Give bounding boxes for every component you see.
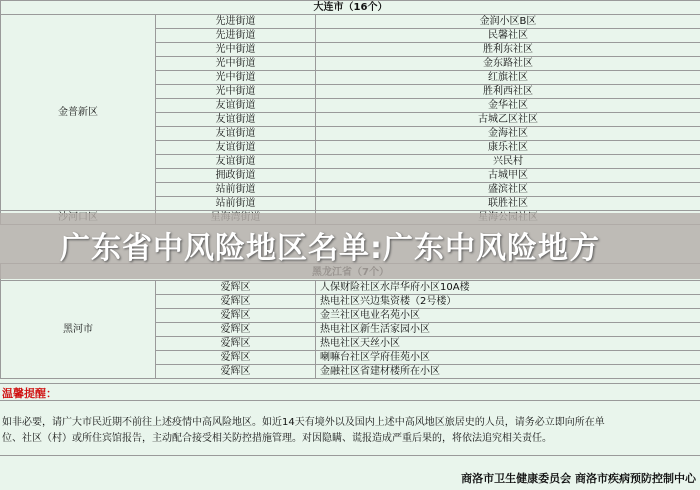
- street-cell: 站前街道: [156, 197, 316, 211]
- street-cell: 光中街道: [156, 57, 316, 71]
- street-cell: 先进街道: [156, 15, 316, 29]
- heilongjiang-table: [0, 263, 700, 379]
- divider: [0, 400, 700, 401]
- area-cell: 盛滨社区: [316, 183, 700, 197]
- district-cell: 黑河市: [1, 281, 156, 379]
- street-cell: 爱辉区: [156, 351, 316, 365]
- tips-text: 位、社区（村）或所住宾馆报告，主动配合接受相关防控措施管理。对因隐瞒、谎报造成严重后果的，将依法追究相关责任。: [2, 433, 552, 444]
- street-cell: 光中街道: [156, 71, 316, 85]
- area-cell: 胜利东社区: [316, 43, 700, 57]
- area-cell: 胜利西社区: [316, 85, 700, 99]
- banner-title: 广东省中风险地区名单:广东中风险地方: [60, 231, 600, 266]
- street-cell: 爱辉区: [156, 337, 316, 351]
- area-cell: 热电社区天丝小区: [316, 337, 700, 351]
- table-row: [1, 281, 700, 295]
- area-cell: 红旗社区: [316, 71, 700, 85]
- city-title: 大连市（16个）: [1, 1, 700, 15]
- table-row: [1, 15, 700, 29]
- area-cell: 金海社区: [316, 127, 700, 141]
- area-cell: 金华社区: [316, 99, 700, 113]
- street-cell: 友谊街道: [156, 127, 316, 141]
- street-cell: 爱辉区: [156, 365, 316, 379]
- street-cell: 先进街道: [156, 29, 316, 43]
- street-cell: 站前街道: [156, 183, 316, 197]
- area-cell: 古城乙区社区: [316, 113, 700, 127]
- street-cell: 友谊街道: [156, 141, 316, 155]
- street-cell: 友谊街道: [156, 99, 316, 113]
- street-cell: 爱辉区: [156, 295, 316, 309]
- footer-issuer: 商洛市卫生健康委员会 商洛市疾病预防控制中心: [461, 472, 696, 485]
- area-cell: 联胜社区: [316, 197, 700, 211]
- area-cell: 民馨社区: [316, 29, 700, 43]
- area-cell: 金润小区B区: [316, 15, 700, 29]
- street-cell: 友谊街道: [156, 113, 316, 127]
- divider: [0, 383, 700, 384]
- street-cell: 爱辉区: [156, 323, 316, 337]
- street-cell: 爱辉区: [156, 309, 316, 323]
- street-cell: 拥政街道: [156, 169, 316, 183]
- area-cell: 喇嘛台社区学府佳苑小区: [316, 351, 700, 365]
- dalian-table: [0, 0, 700, 225]
- area-cell: 康乐社区: [316, 141, 700, 155]
- street-cell: 光中街道: [156, 85, 316, 99]
- area-cell: 热电社区新生活家园小区: [316, 323, 700, 337]
- street-cell: 友谊街道: [156, 155, 316, 169]
- area-cell: 金东路社区: [316, 57, 700, 71]
- area-cell: 金兰社区电业名苑小区: [316, 309, 700, 323]
- divider: [0, 455, 700, 456]
- area-cell: 人保财险社区水岸华府小区10A楼: [316, 281, 700, 295]
- area-cell: 热电社区兴边集资楼（2号楼）: [316, 295, 700, 309]
- area-cell: 古城甲区: [316, 169, 700, 183]
- street-cell: 光中街道: [156, 43, 316, 57]
- tips-text: 如非必要，请广大市民近期不前往上述疫情中高风险地区。如近14天有境外以及国内上述中高风地区旅居史的人员，请务必立即向所在单: [2, 417, 605, 428]
- district-cell: 金普新区: [1, 15, 156, 211]
- area-cell: 金融社区省建材楼所在小区: [316, 365, 700, 379]
- street-cell: 爱辉区: [156, 281, 316, 295]
- area-cell: 兴民村: [316, 155, 700, 169]
- tips-title: 温馨提醒：: [2, 387, 57, 400]
